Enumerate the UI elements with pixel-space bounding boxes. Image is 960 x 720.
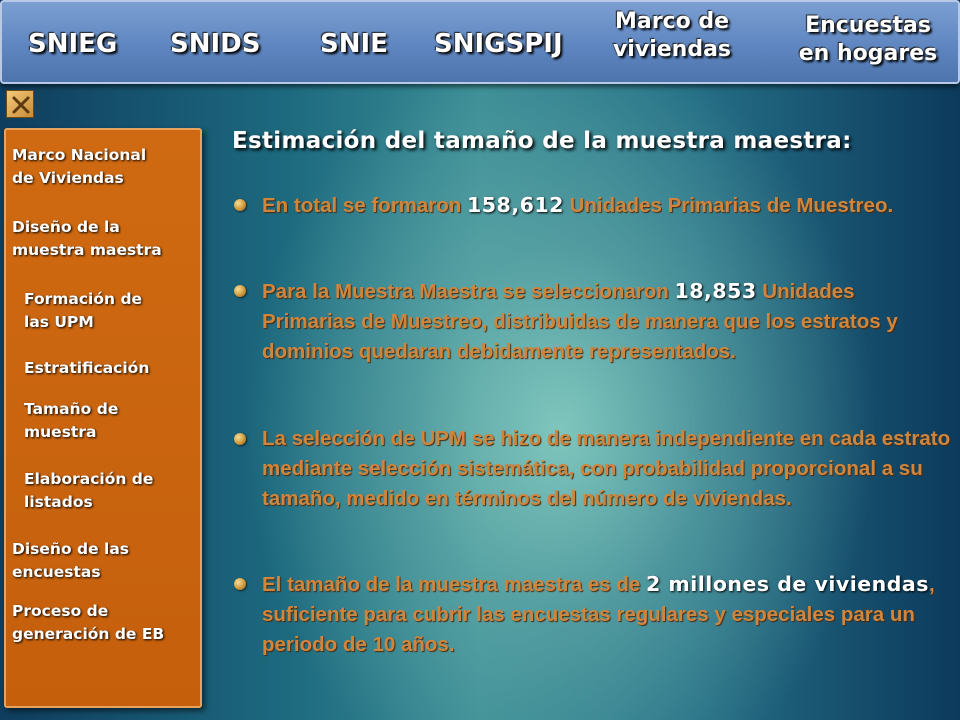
upm-total-value: 158,612 — [467, 193, 564, 217]
paragraph-text: Unidades Primarias de Muestreo, distribuidas de manera que los estratos y dominios quedaran debidamente representados. — [262, 280, 898, 363]
upm-selected-value: 18,853 — [674, 279, 757, 303]
nav-encuestas-line2: en hogares — [798, 40, 938, 66]
paragraph-sample-size — [262, 569, 952, 660]
paragraph-text: , suficiente para cubrir las encuestas regulares y especiales para un periodo de 10 años. — [262, 573, 935, 656]
sidebar-item-label: Estratificación — [24, 359, 150, 377]
sidebar-item-diseno-muestra[interactable] — [12, 216, 162, 263]
bullet-icon — [234, 199, 246, 211]
paragraph-text: El tamaño de la muestra maestra es de — [262, 573, 646, 596]
nav-snie[interactable]: SNIE — [320, 29, 388, 59]
sidebar-item-label: Diseño de las — [12, 540, 129, 558]
sidebar-item-label: Tamaño de — [24, 400, 119, 418]
sidebar-item-label: generación de EB — [12, 625, 165, 644]
sidebar-item-label: encuestas — [12, 563, 101, 582]
sidebar-item-tamano-muestra[interactable] — [24, 398, 118, 445]
close-button[interactable] — [6, 90, 34, 118]
sidebar — [4, 128, 202, 708]
sidebar-item-estratificacion[interactable] — [24, 357, 149, 380]
paragraph-text: En total se formaron — [262, 194, 468, 217]
paragraph-text: Para la Muestra Maestra se seleccionaron — [262, 280, 675, 303]
paragraph-upm-total — [262, 190, 952, 221]
bullet-icon — [234, 285, 246, 297]
sidebar-item-label: muestra maestra — [12, 241, 162, 260]
paragraph-upm-selection-method — [262, 424, 952, 514]
bullet-icon — [234, 578, 246, 590]
top-navigation-bar — [0, 0, 960, 84]
nav-snids[interactable]: SNIDS — [170, 29, 261, 59]
paragraph-text: Unidades Primarias de Muestreo. — [563, 194, 894, 217]
sidebar-item-label: listados — [24, 493, 93, 512]
nav-encuestas-en-hogares[interactable] — [788, 12, 948, 67]
sidebar-item-label: muestra — [24, 423, 97, 442]
sample-size-value: 2 millones de viviendas — [645, 572, 929, 596]
sidebar-item-diseno-encuestas[interactable] — [12, 538, 129, 585]
sidebar-item-marco-nacional[interactable] — [12, 144, 146, 191]
sidebar-item-elaboracion-listados[interactable] — [24, 468, 153, 515]
sidebar-item-label: de Viviendas — [12, 169, 124, 188]
nav-snigspij[interactable]: SNIGSPIJ — [434, 29, 563, 59]
sidebar-item-formacion-upm[interactable] — [24, 288, 142, 335]
close-icon — [11, 95, 31, 115]
page-title: Estimación del tamaño de la muestra maestra: — [232, 128, 852, 154]
sidebar-item-label: Proceso de — [12, 602, 109, 620]
paragraph-upm-selected — [262, 276, 952, 367]
nav-marco-line2: viviendas — [612, 36, 732, 62]
bullet-icon — [234, 433, 246, 445]
nav-sneig[interactable]: SNIEG — [28, 29, 118, 59]
nav-marco-de-viviendas[interactable] — [602, 8, 742, 63]
sidebar-item-label: Elaboración de — [24, 470, 154, 488]
sidebar-item-label: Formación de — [24, 290, 143, 308]
sidebar-item-label: las UPM — [24, 313, 94, 332]
sidebar-item-label: Diseño de la — [12, 218, 120, 236]
nav-marco-line1: Marco de — [614, 9, 730, 34]
paragraph-text: La selección de UPM se hizo de manera independiente en cada estrato mediante selección sistemática, con probabilidad proporcional a su tamaño, medido en términos del número de viviendas. — [262, 427, 951, 510]
nav-encuestas-line1: Encuestas — [805, 13, 931, 38]
sidebar-item-label: Marco Nacional — [12, 146, 147, 164]
sidebar-item-proceso-eb[interactable] — [12, 600, 164, 647]
